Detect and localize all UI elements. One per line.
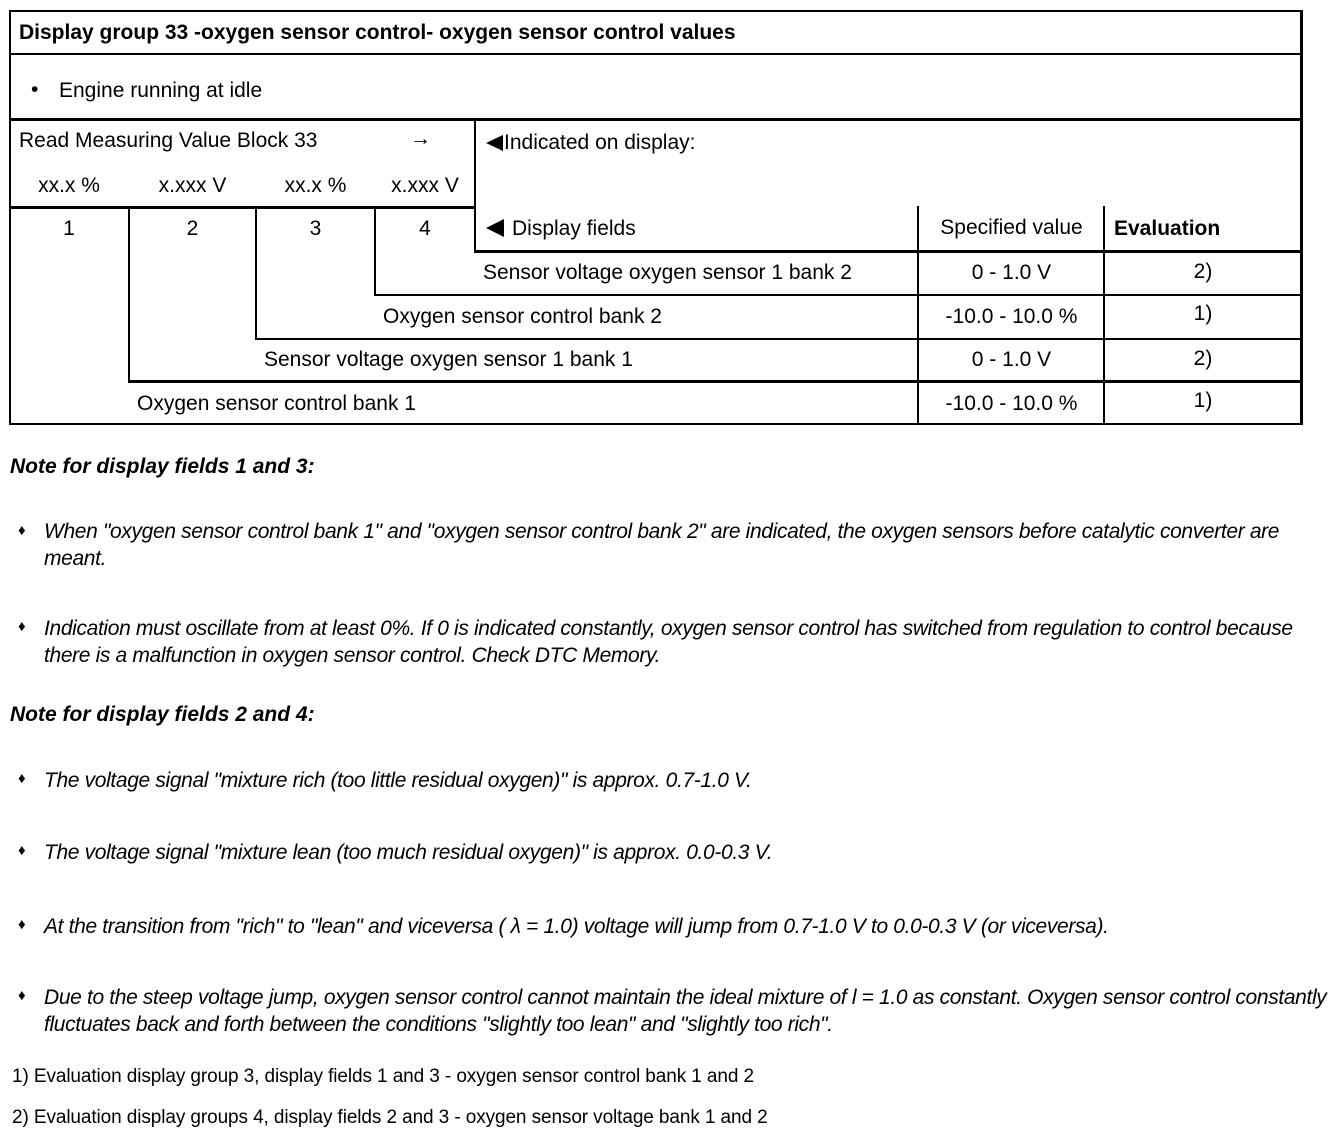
format-field-2: x.xxx V: [158, 174, 227, 197]
format-field-4: x.xxx V: [391, 174, 459, 197]
row-specified-value: -10.0 - 10.0 %: [945, 392, 1078, 415]
condition-bullet: •: [31, 78, 39, 101]
note-item: At the transition from "rich" to "lean" and viceversa ( λ = 1.0) voltage will jump from 0.7-1.0 V to 0.0-0.3 V (or viceversa).: [44, 915, 1109, 938]
display-fields-label: [486, 217, 636, 241]
display-fields-label-text: Display fields: [512, 217, 636, 240]
note-item: The voltage signal "mixture lean (too much residual oxygen)" is approx. 0.0-0.3 V.: [44, 841, 773, 864]
format-field-3: xx.x %: [284, 174, 347, 197]
footnote-2: 2) Evaluation display groups 4, display fields 2 and 3 - oxygen sensor voltage bank 1 and 2: [12, 1107, 768, 1128]
format-divider: [9, 206, 475, 209]
diamond-bullet-icon: ♦: [18, 916, 26, 933]
table-border-bottom: [9, 423, 1303, 425]
title-divider: [9, 53, 1303, 55]
field-2-bracket: [128, 207, 130, 382]
field-3-bracket: [255, 207, 257, 339]
row-divider-3: [255, 338, 1303, 340]
indicated-label-text: Indicated on display:: [504, 131, 696, 154]
diamond-bullet-icon: ♦: [18, 618, 26, 635]
field-number-4: 4: [419, 217, 431, 240]
row-field-label: Sensor voltage oxygen sensor 1 bank 1: [264, 348, 633, 371]
row-evaluation: 2): [1193, 260, 1213, 283]
row-evaluation: 2): [1193, 347, 1213, 370]
row-field-label: Oxygen sensor control bank 2: [383, 305, 662, 328]
row-evaluation: 1): [1193, 302, 1213, 325]
row-specified-value: 0 - 1.0 V: [971, 348, 1052, 371]
note-item: When "oxygen sensor control bank 1" and "oxygen sensor control bank 2" are indicated, the oxygen sensors before catalytic converter are meant.: [44, 520, 1280, 570]
field-number-1: 1: [63, 217, 75, 240]
diamond-bullet-icon: ♦: [18, 842, 26, 859]
block-label: Read Measuring Value Block 33: [19, 129, 318, 152]
triangle-left-icon: [486, 219, 504, 237]
diamond-bullet-icon: ♦: [18, 770, 26, 787]
note-heading: Note for display fields 1 and 3:: [10, 455, 315, 478]
row-divider-2: [374, 294, 1303, 296]
diamond-bullet-icon: ♦: [18, 987, 26, 1004]
condition-divider: [9, 118, 1303, 121]
row-divider-1: [474, 250, 1303, 253]
arrow-right-icon: →: [410, 127, 431, 150]
row-specified-value: -10.0 - 10.0 %: [945, 305, 1078, 328]
table-border-top: [9, 10, 1303, 12]
format-field-1: xx.x %: [38, 174, 100, 197]
note-item: Indication must oscillate from at least 0%. If 0 is indicated constantly, oxygen sensor control has switched from regulation to control because there is a malfunction in oxygen sensor control. Check DTC Memory.: [44, 617, 1293, 667]
diamond-bullet-icon: ♦: [18, 522, 26, 539]
footnote-1: 1) Evaluation display group 3, display fields 1 and 3 - oxygen sensor control bank 1 and 2: [12, 1066, 754, 1087]
row-specified-value: 0 - 1.0 V: [971, 261, 1052, 284]
indicated-label: [486, 131, 695, 155]
condition-text: Engine running at idle: [59, 79, 263, 102]
row-field-label: Oxygen sensor control bank 1: [137, 392, 416, 415]
note-heading: Note for display fields 2 and 4:: [10, 703, 315, 726]
row-evaluation: 1): [1193, 389, 1213, 412]
row-divider-4: [128, 380, 1303, 383]
field-number-2: 2: [186, 217, 199, 240]
note-item: Due to the steep voltage jump, oxygen sensor control cannot maintain the ideal mixture of l = 1.0 as constant. Oxygen sensor control constantly fluctuates back and forth between the conditions "slightly too lean" and "slightly too rich".: [44, 986, 1327, 1036]
evaluation-header: Evaluation: [1114, 217, 1221, 240]
specified-value-header: Specified value: [940, 216, 1083, 239]
row-field-label: Sensor voltage oxygen sensor 1 bank 2: [483, 261, 852, 284]
field-4-bracket: [374, 207, 376, 295]
table-title: Display group 33 -oxygen sensor control- oxygen sensor control values: [19, 21, 736, 44]
triangle-left-icon: [486, 135, 503, 151]
field-number-3: 3: [309, 217, 322, 240]
note-item: The voltage signal "mixture rich (too little residual oxygen)" is approx. 0.7-1.0 V.: [44, 769, 752, 792]
